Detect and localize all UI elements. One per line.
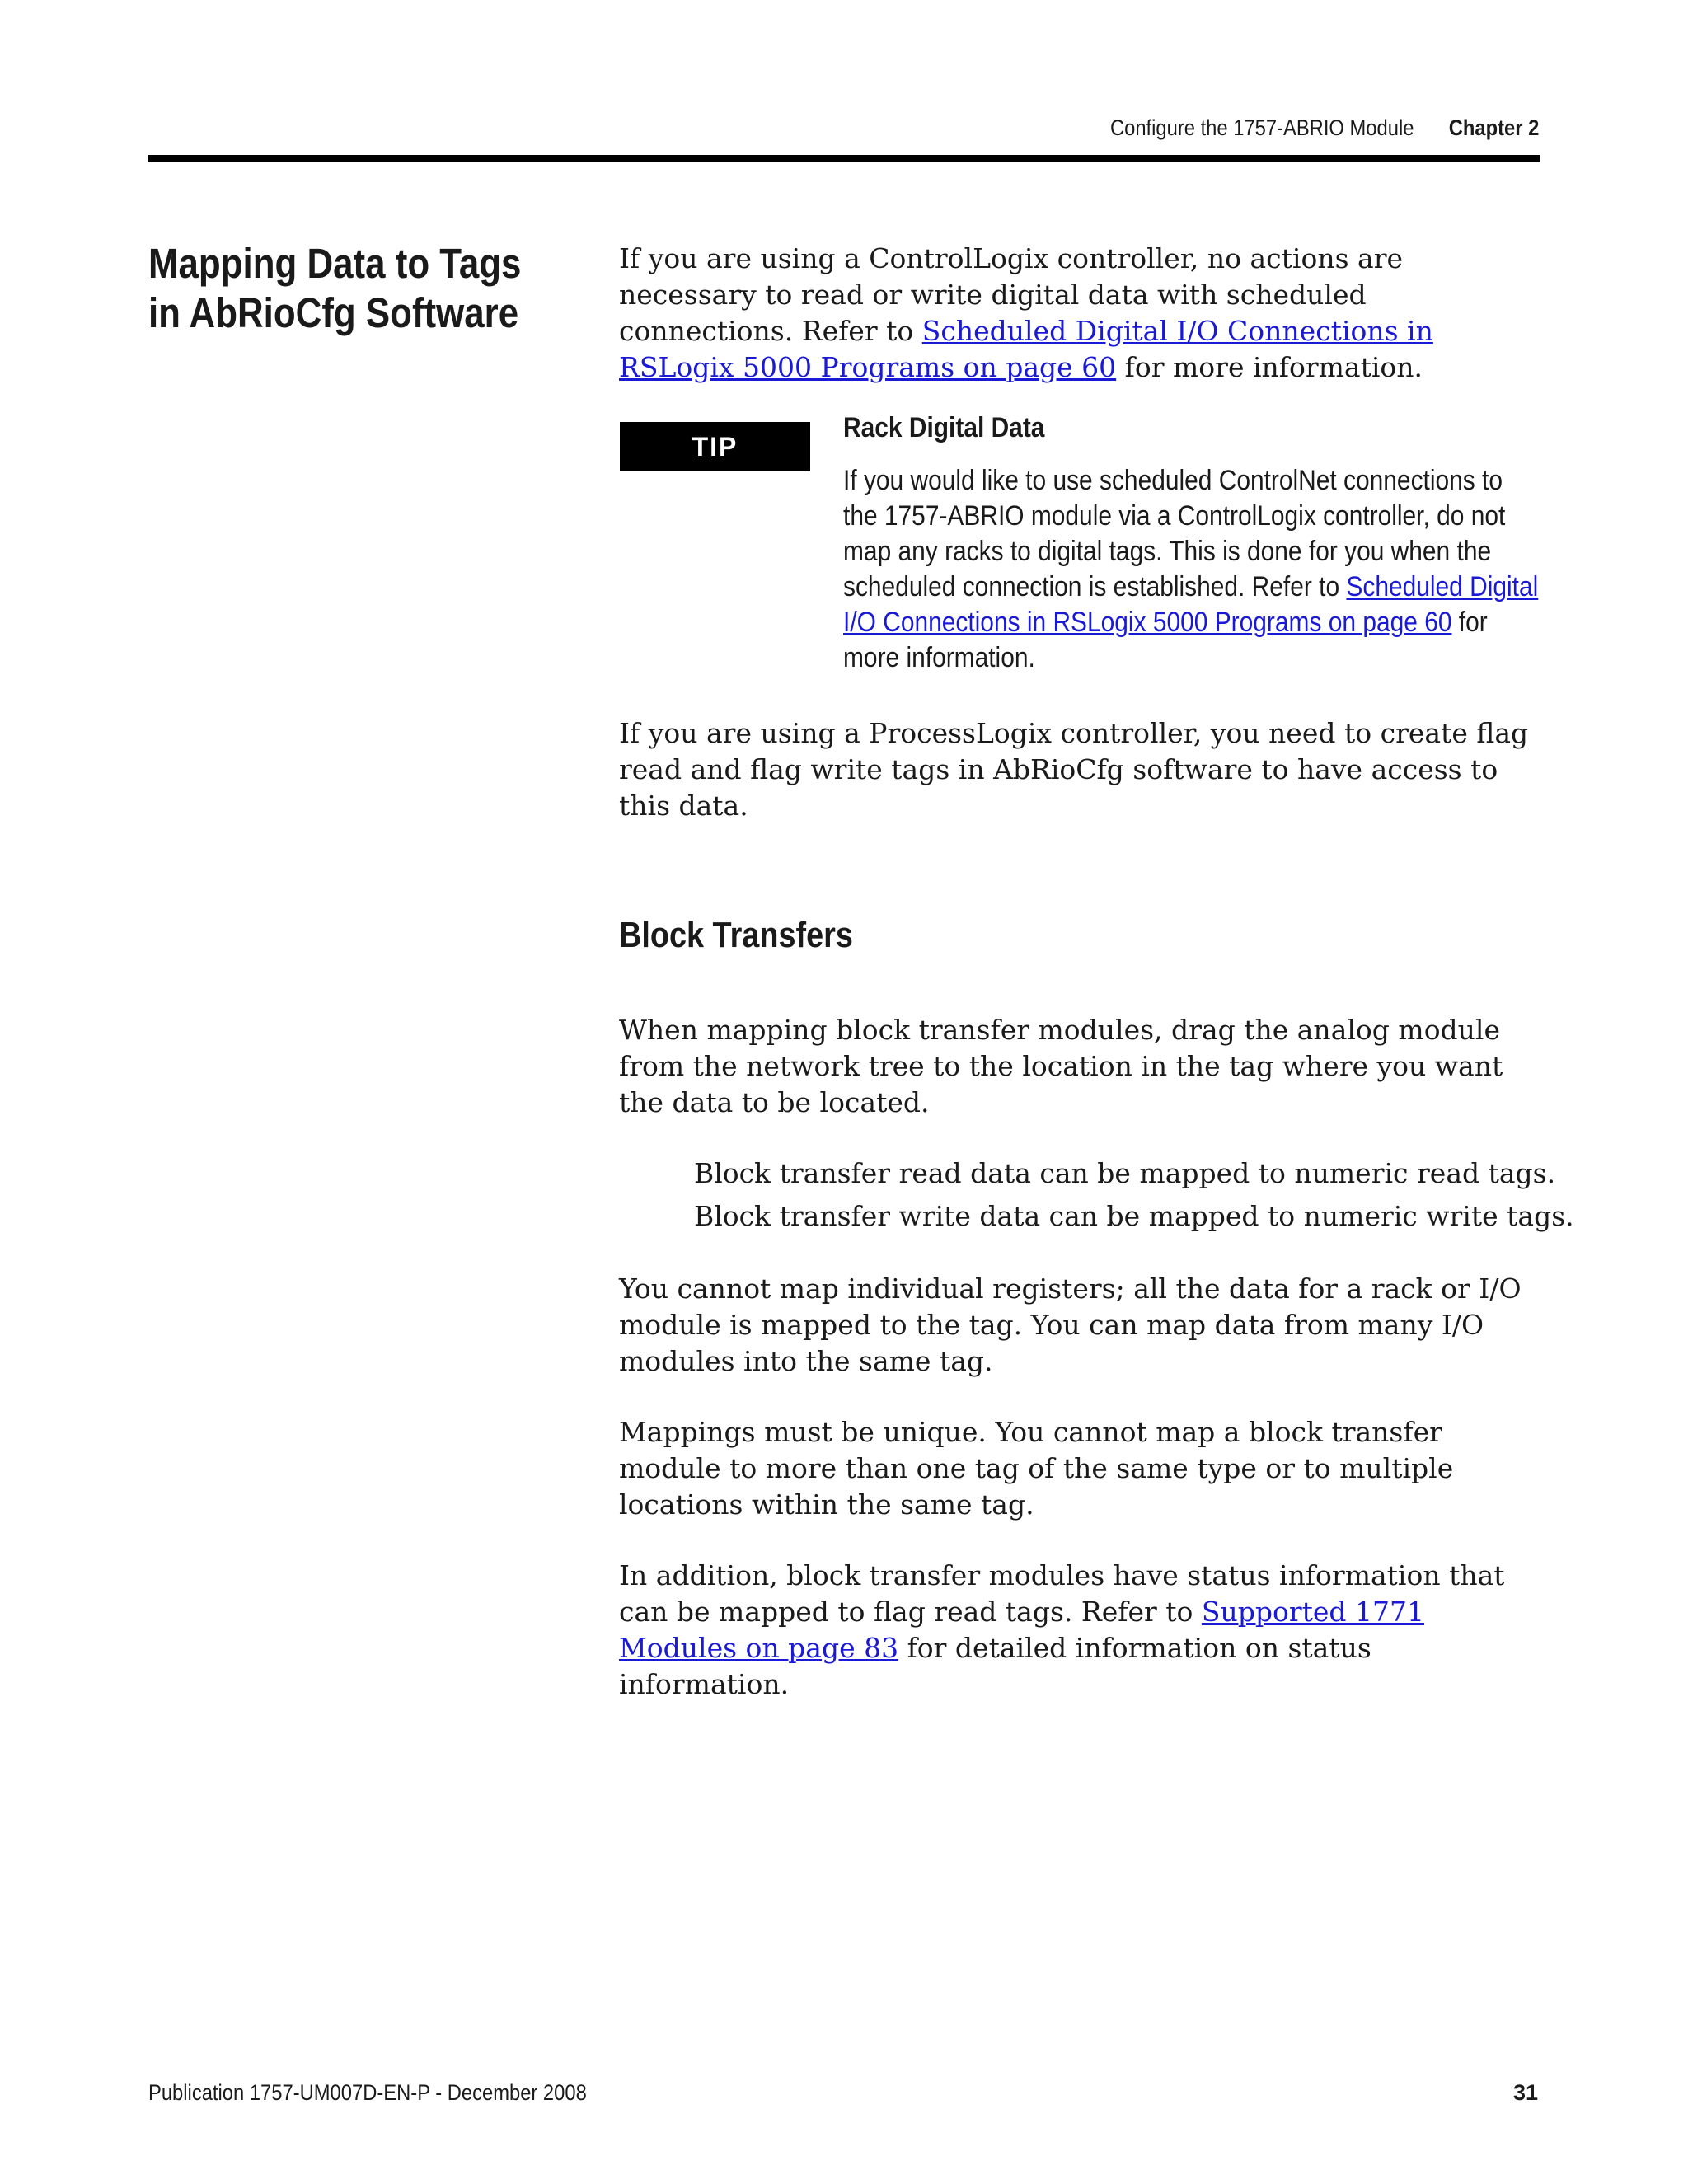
status-paragraph (619, 1558, 1538, 1703)
tip-scheduled-io-link[interactable]: Scheduled Digital I/O Connections in RSLogix 5000 Programs on page 60 (843, 571, 1539, 638)
block-transfers-heading: Block Transfers (619, 915, 853, 955)
footer-publication: Publication 1757-UM007D-EN-P - December 2008 (148, 2080, 587, 2105)
block-transfer-paragraph: When mapping block transfer modules, drag the analog module from the network tree to the location in the tag where you want the data to be located. (619, 1014, 1503, 1118)
header-rule (148, 155, 1540, 162)
list-item: Block transfer read data can be mapped to numeric read tags. (694, 1157, 1556, 1189)
header-section-title: Configure the 1757-ABRIO Module (1109, 115, 1414, 140)
header-chapter: Chapter 2 (1448, 115, 1539, 140)
mappings-paragraph: Mappings must be unique. You cannot map a block transfer module to more than one tag of the same type or to multiple locations within the same tag. (619, 1416, 1454, 1521)
tip-title: Rack Digital Data (843, 412, 1045, 443)
processlogix-paragraph: If you are using a ProcessLogix controller, you need to create flag read and flag write tags in AbRioCfg software to have access to this data. (619, 717, 1529, 822)
intro-paragraph (619, 241, 1538, 386)
scheduled-io-link[interactable]: Scheduled Digital I/O Connections in RSLogix 5000 Programs on page 60 (619, 315, 1433, 383)
registers-paragraph: You cannot map individual registers; all the data for a rack or I/O module is mapped to the tag. You can map data from many I/O modules into the same tag. (619, 1272, 1522, 1377)
tip-badge: TIP (620, 422, 810, 471)
status-text-end: for detailed information on status information. (619, 1632, 1372, 1700)
supported-modules-link[interactable]: Supported 1771 Modules on page 83 (619, 1596, 1425, 1664)
page-number: 31 (1512, 2080, 1538, 2105)
intro-text-end: for more information. (1116, 351, 1423, 383)
tip-text-start: If you would like to use scheduled ControlNet connections to the 1757-ABRIO module via a ControlLogix controller, do not map any racks to digital tags. This is done for you when the scheduled connection is established. Refer to (843, 465, 1506, 602)
running-header (1110, 115, 1539, 141)
tip-body (843, 463, 1540, 676)
status-text-start: In addition, block transfer modules have status information that can be mapped to flag read tags. Refer to (619, 1559, 1505, 1628)
section-title: Mapping Data to Tags in AbRioCfg Software (148, 240, 522, 336)
tip-text-end: for more information. (843, 607, 1488, 673)
intro-text-start: If you are using a ControlLogix controller, no actions are necessary to read or write digital data with scheduled connections. Refer to (619, 242, 1404, 347)
list-item: Block transfer write data can be mapped to numeric write tags. (694, 1200, 1574, 1232)
